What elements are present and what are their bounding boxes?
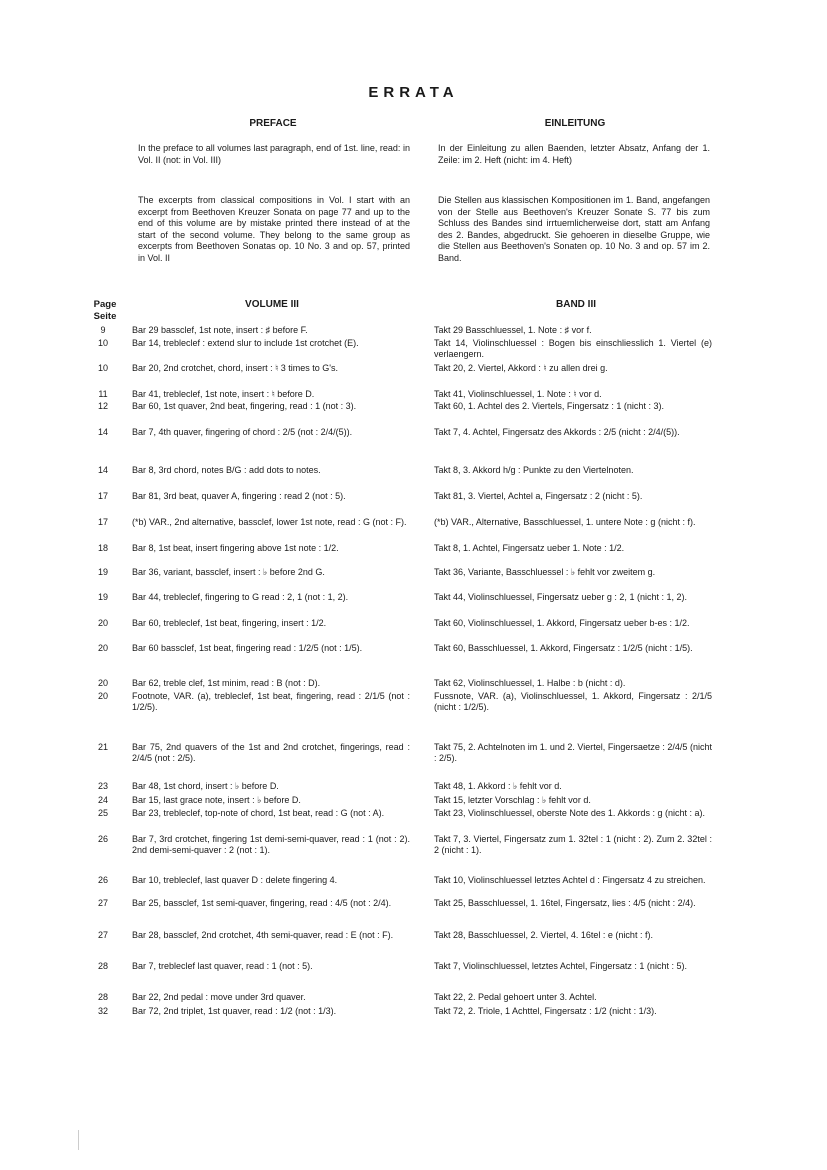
einleitung-paragraph-2: Die Stellen aus klassischen Kompositionen im 1. Band, angefangen von der Stelle aus Beethoven's Kreuzer Sonate S. 77 bis zum Schluss des Bandes sind irrtuemlicherweise dort, statt am Anfang des 2. Bandes, abgedruckt. Sie gehoeren in dieselbe Gruppe, wie die Stellen aus Beethoven's Sonaten op. 10 No. 3 and op. 57 im 2. Band. <box>438 195 710 263</box>
preface-heading: PREFACE <box>249 118 297 129</box>
preface-paragraph-1: In the preface to all volumes last paragraph, end of 1st. line, read: in Vol. II (not: in Vol. III) <box>138 143 410 165</box>
errata-english: Bar 75, 2nd quavers of the 1st and 2nd crotchet, fingerings, read : 2/4/5 (not : 2/5). <box>132 742 410 763</box>
errata-english: Bar 23, trebleclef, top-note of chord, 1st beat, read : G (not : A). <box>132 808 385 818</box>
errata-german: Fussnote, VAR. (a), Violinschluessel, 1. Akkord, Fingersatz : 2/1/5 (nicht : 1/2/5). <box>434 691 712 712</box>
errata-english: Bar 20, 2nd crotchet, chord, insert : ♮ 3 times to G's. <box>132 363 339 373</box>
errata-page-number: 17 <box>97 517 108 527</box>
errata-german: Takt 41, Violinschluessel, 1. Note : ♮ vor d. <box>434 389 602 399</box>
page-column-label <box>88 299 122 323</box>
errata-english: Bar 44, trebleclef, fingering to G read : 2, 1 (not : 1, 2). <box>132 592 349 602</box>
errata-german: Takt 60, Basschluessel, 1. Akkord, Fingersatz : 1/2/5 (nicht : 1/5). <box>434 643 693 653</box>
errata-german: Takt 60, 1. Achtel des 2. Viertels, Fingersatz : 1 (nicht : 3). <box>434 401 664 411</box>
errata-page-number: 26 <box>97 875 108 885</box>
errata-english: Bar 60, trebleclef, 1st beat, fingering, insert : 1/2. <box>132 618 327 628</box>
errata-page-number: 14 <box>97 465 108 475</box>
errata-german: Takt 20, 2. Viertel, Akkord : ♮ zu allen drei g. <box>434 363 608 373</box>
errata-german: Takt 22, 2. Pedal gehoert unter 3. Achtel. <box>434 992 597 1002</box>
errata-english: Bar 62, treble clef, 1st minim, read : B (not : D). <box>132 678 321 688</box>
errata-english: Bar 28, bassclef, 2nd crotchet, 4th semi-quaver, read : E (not : F). <box>132 930 394 940</box>
errata-german: Takt 7, Violinschluessel, letztes Achtel, Fingersatz : 1 (nicht : 5). <box>434 961 687 971</box>
errata-german: Takt 8, 1. Achtel, Fingersatz ueber 1. Note : 1/2. <box>434 543 625 553</box>
errata-german: Takt 60, Violinschluessel, 1. Akkord, Fingersatz ueber b-es : 1/2. <box>434 618 690 628</box>
errata-german: Takt 25, Basschluessel, 1. 16tel, Fingersatz, lies : 4/5 (nicht : 2/4). <box>434 898 696 908</box>
errata-english: Bar 41, trebleclef, 1st note, insert : ♮ before D. <box>132 389 315 399</box>
errata-english: Bar 48, 1st chord, insert : ♭ before D. <box>132 781 279 791</box>
errata-page-number: 23 <box>97 781 108 791</box>
errata-german: Takt 44, Violinschluessel, Fingersatz ueber g : 2, 1 (nicht : 1, 2). <box>434 592 687 602</box>
errata-english: Bar 36, variant, bassclef, insert : ♭ before 2nd G. <box>132 567 325 577</box>
errata-german: Takt 29 Basschluessel, 1. Note : ♯ vor f. <box>434 325 592 335</box>
page-label-en: Page <box>93 299 117 310</box>
preface-paragraph-2: The excerpts from classical compositions in Vol. I start with an excerpt from Beethoven Kreuzer Sonata on page 77 and up to the end of this volume are by mistake printed there instead of at the start of the second volume. They belong to the same group as excerpts from Beethoven Sonatas op. 10 No. 3 and op. 57, printed in Vol. II <box>138 195 410 263</box>
errata-page-number: 10 <box>97 338 108 348</box>
errata-german: Takt 10, Violinschluessel letztes Achtel d : Fingersatz 4 zu streichen. <box>434 875 706 885</box>
errata-page-number: 20 <box>97 618 108 628</box>
errata-page-number: 10 <box>97 363 108 373</box>
errata-page-number: 24 <box>97 795 108 805</box>
errata-english: Bar 8, 1st beat, insert fingering above 1st note : 1/2. <box>132 543 339 553</box>
errata-page-number: 26 <box>97 834 108 844</box>
errata-english: Bar 7, trebleclef last quaver, read : 1 (not : 5). <box>132 961 313 971</box>
page-label-de: Seite <box>93 311 117 322</box>
errata-page-number: 25 <box>97 808 108 818</box>
band-heading: BAND III <box>556 299 596 310</box>
errata-english: Bar 22, 2nd pedal : move under 3rd quaver. <box>132 992 306 1002</box>
errata-german: Takt 36, Variante, Basschluessel : ♭ fehlt vor zweitem g. <box>434 567 656 577</box>
errata-english: Bar 7, 4th quaver, fingering of chord : 2/5 (not : 2/4/(5)). <box>132 427 353 437</box>
errata-english: Bar 15, last grace note, insert : ♭ before D. <box>132 795 301 805</box>
errata-english: Bar 72, 2nd triplet, 1st quaver, read : 1/2 (not : 1/3). <box>132 1006 337 1016</box>
errata-page-number: 14 <box>97 427 108 437</box>
errata-german: Takt 7, 3. Viertel, Fingersatz zum 1. 32tel : 1 (nicht : 2). Zum 2. 32tel : 2 (nicht : 1). <box>434 834 712 855</box>
margin-line <box>78 1130 79 1150</box>
errata-page-number: 20 <box>97 678 108 688</box>
errata-page-number: 19 <box>97 592 108 602</box>
einleitung-heading: EINLEITUNG <box>544 118 606 129</box>
errata-page-number: 20 <box>97 691 108 701</box>
errata-german: Takt 23, Violinschluessel, oberste Note des 1. Akkords : g (nicht : a). <box>434 808 705 818</box>
errata-page-number: 28 <box>97 992 108 1002</box>
volume-heading: VOLUME III <box>245 299 299 310</box>
errata-page-number: 21 <box>97 742 108 752</box>
errata-german: Takt 72, 2. Triole, 1 Achttel, Fingersatz : 1/2 (nicht : 1/3). <box>434 1006 657 1016</box>
errata-page-number: 9 <box>100 325 106 335</box>
errata-page-number: 27 <box>97 930 108 940</box>
errata-german: Takt 28, Basschluessel, 2. Viertel, 4. 16tel : e (nicht : f). <box>434 930 653 940</box>
errata-page-number: 18 <box>97 543 108 553</box>
errata-german: Takt 75, 2. Achtelnoten im 1. und 2. Viertel, Fingersaetze : 2/4/5 (nicht : 2/5). <box>434 742 712 763</box>
errata-english: Bar 25, bassclef, 1st semi-quaver, fingering, read : 4/5 (not : 2/4). <box>132 898 392 908</box>
errata-page-number: 17 <box>97 491 108 501</box>
errata-german: Takt 8, 3. Akkord h/g : Punkte zu den Viertelnoten. <box>434 465 634 475</box>
errata-german: Takt 14, Violinschluessel : Bogen bis einschliesslich 1. Viertel (e) verlaengern. <box>434 338 712 359</box>
page-title: ERRATA <box>368 84 459 101</box>
errata-english: Bar 29 bassclef, 1st note, insert : ♯ before F. <box>132 325 308 335</box>
errata-english: Bar 7, 3rd crotchet, fingering 1st demi-semi-quaver, read : 1 (not : 2). 2nd demi-semi-quaver : 2 (not : 1). <box>132 834 410 855</box>
errata-page-number: 28 <box>97 961 108 971</box>
errata-page-number: 27 <box>97 898 108 908</box>
errata-german: Takt 81, 3. Viertel, Achtel a, Fingersatz : 2 (nicht : 5). <box>434 491 643 501</box>
errata-english: Bar 60, 1st quaver, 2nd beat, fingering, read : 1 (not : 3). <box>132 401 357 411</box>
errata-english: Bar 10, trebleclef, last quaver D : delete fingering 4. <box>132 875 338 885</box>
errata-english: Footnote, VAR. (a), trebleclef, 1st beat, fingering, read : 2/1/5 (not : 1/2/5). <box>132 691 410 712</box>
errata-page-number: 32 <box>97 1006 108 1016</box>
errata-german: Takt 15, letzter Vorschlag : ♭ fehlt vor d. <box>434 795 591 805</box>
errata-german: Takt 48, 1. Akkord : ♭ fehlt vor d. <box>434 781 562 791</box>
einleitung-paragraph-1: In der Einleitung zu allen Baenden, letzter Absatz, Anfang der 1. Zeile: im 2. Heft (nicht: im 4. Heft) <box>438 143 710 165</box>
errata-english: Bar 81, 3rd beat, quaver A, fingering : read 2 (not : 5). <box>132 491 346 501</box>
errata-german: Takt 62, Violinschluessel, 1. Halbe : b (nicht : d). <box>434 678 626 688</box>
errata-german: (*b) VAR., Alternative, Basschluessel, 1. untere Note : g (nicht : f). <box>434 517 696 527</box>
errata-page-number: 20 <box>97 643 108 653</box>
errata-page-number: 19 <box>97 567 108 577</box>
errata-page-number: 12 <box>97 401 108 411</box>
errata-page-number: 11 <box>98 389 108 399</box>
errata-english: Bar 8, 3rd chord, notes B/G : add dots to notes. <box>132 465 321 475</box>
errata-english: (*b) VAR., 2nd alternative, bassclef, lower 1st note, read : G (not : F). <box>132 517 407 527</box>
errata-english: Bar 14, trebleclef : extend slur to include 1st crotchet (E). <box>132 338 359 348</box>
errata-english: Bar 60 bassclef, 1st beat, fingering read : 1/2/5 (not : 1/5). <box>132 643 363 653</box>
errata-german: Takt 7, 4. Achtel, Fingersatz des Akkords : 2/5 (nicht : 2/4/(5)). <box>434 427 680 437</box>
